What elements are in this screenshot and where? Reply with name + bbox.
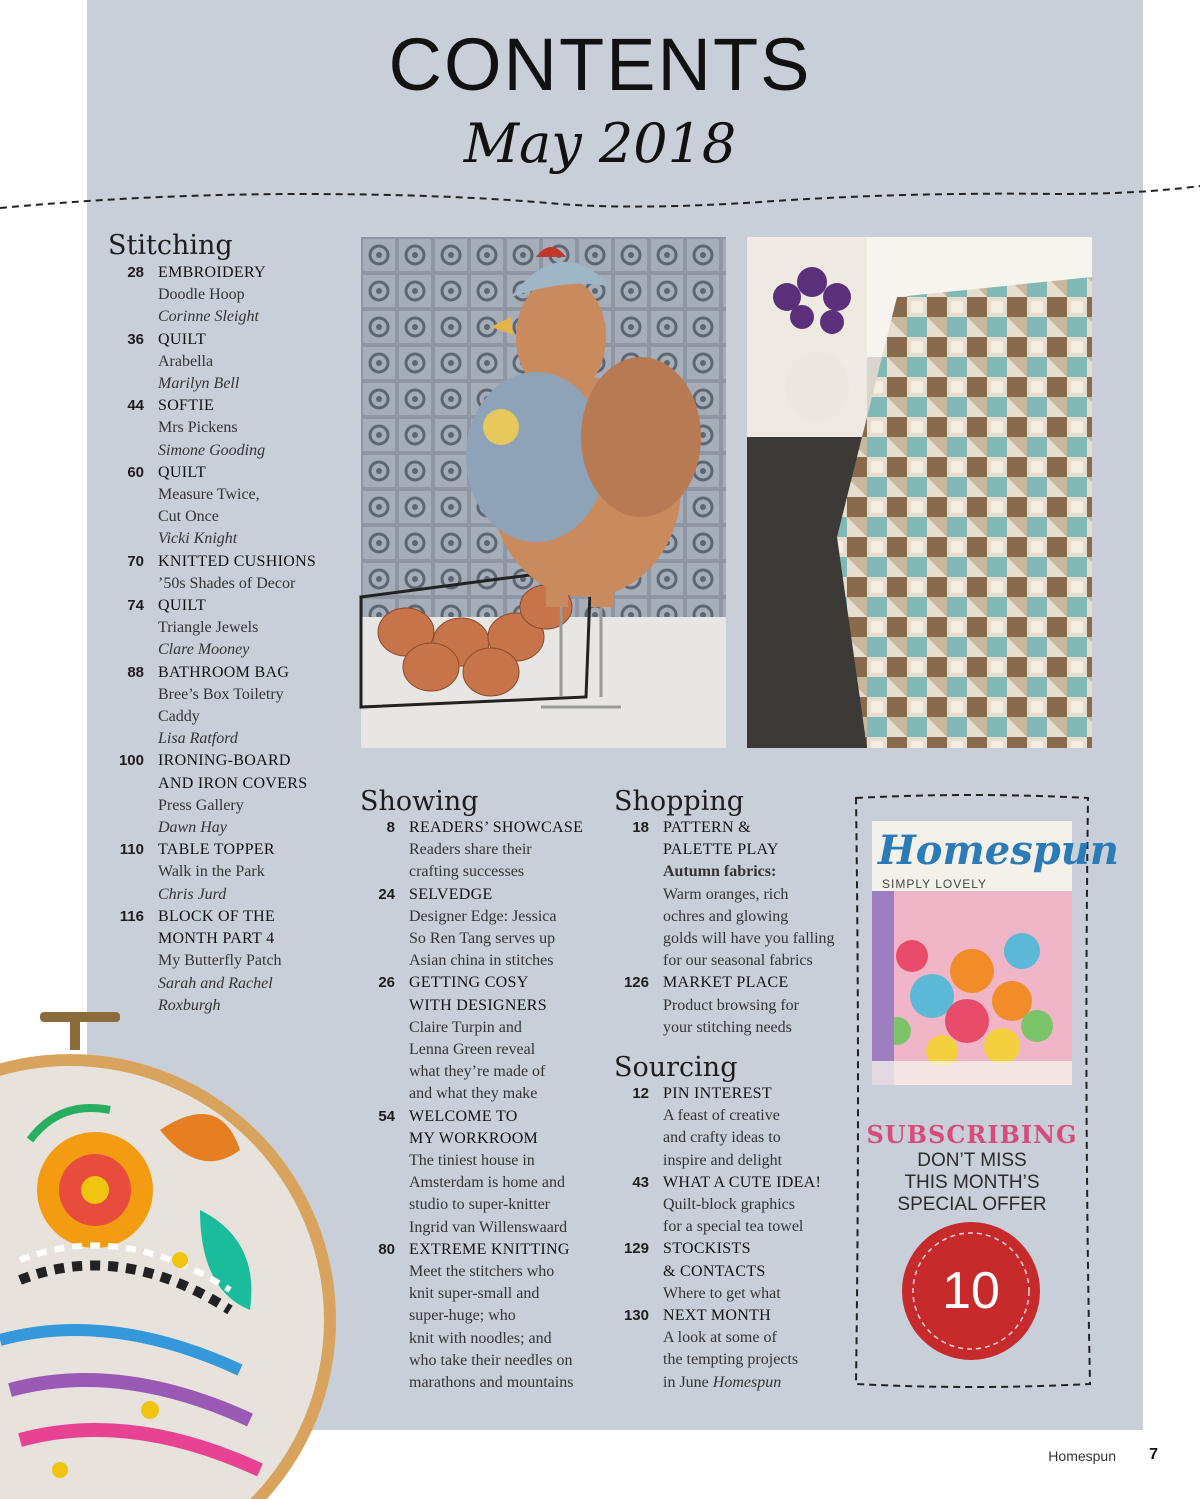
entry-description: who take their needles on — [409, 1351, 573, 1369]
quilt-photo — [747, 237, 1092, 748]
entry-description: golds will have you falling — [663, 930, 835, 948]
entry-description: Lenna Green reveal — [409, 1041, 536, 1059]
magazine-cover[interactable] — [872, 821, 1119, 1085]
toc-entry[interactable] — [361, 1239, 601, 1394]
toc-entry[interactable] — [110, 595, 350, 662]
page-number: 36 — [127, 330, 144, 348]
promo-line-3: SPECIAL OFFER — [897, 1194, 1047, 1215]
entry-description: Designer Edge: Jessica — [409, 907, 557, 925]
entry-description: studio to super-knitter — [409, 1196, 550, 1214]
entry-magazine-title: Homespun — [712, 1373, 782, 1391]
toc-entry[interactable] — [615, 972, 850, 1039]
entry-description: Doodle Hoop — [158, 286, 245, 304]
toc-entry[interactable] — [110, 329, 350, 396]
entry-title: QUILT — [158, 330, 207, 348]
page-number: 54 — [378, 1107, 395, 1125]
entry-description: My Butterfly Patch — [158, 952, 282, 970]
entry-description: knit with noodles; and — [409, 1329, 552, 1347]
sourcing-list — [615, 1083, 850, 1394]
stitching-list — [110, 262, 350, 1017]
toc-entry[interactable] — [615, 817, 850, 972]
entry-description: and what they make — [409, 1085, 538, 1103]
entry-description: Where to get what — [663, 1284, 781, 1302]
toc-entry[interactable] — [615, 1172, 850, 1239]
entry-description: Press Gallery — [158, 796, 244, 814]
entry-author: Corinne Sleight — [158, 308, 259, 326]
entry-description: Arabella — [158, 352, 214, 370]
toc-entry[interactable] — [110, 395, 350, 462]
cover-brand: Homespun — [878, 827, 1119, 874]
entry-description: Bree’s Box Toiletry — [158, 685, 284, 703]
entry-title-cont: AND IRON COVERS — [158, 774, 308, 792]
entry-description: for our seasonal fabrics — [663, 952, 813, 970]
entry-description: The tiniest house in — [409, 1152, 535, 1170]
toc-entry[interactable] — [361, 1106, 601, 1239]
entry-description: A feast of creative — [663, 1107, 780, 1125]
toc-entry[interactable] — [361, 817, 601, 884]
entry-title: GETTING COSY — [409, 974, 529, 992]
entry-title: READERS’ SHOWCASE — [409, 819, 584, 836]
entry-author: Vicki Knight — [158, 530, 238, 548]
section-heading-showing: Showing — [360, 786, 479, 817]
entry-description: Amsterdam is home and — [409, 1174, 565, 1192]
toc-entry[interactable] — [615, 1238, 850, 1305]
entry-title: NEXT MONTH — [663, 1307, 772, 1325]
entry-description: Claire Turpin and — [409, 1018, 522, 1036]
entry-title: KNITTED CUSHIONS — [158, 552, 317, 570]
entry-title: BATHROOM BAG — [158, 663, 290, 681]
toc-entry[interactable] — [615, 1083, 850, 1172]
entry-title: EMBROIDERY — [158, 264, 266, 281]
toc-entry[interactable] — [110, 839, 350, 906]
page-number: 116 — [119, 907, 144, 925]
entry-description: super-huge; who — [409, 1307, 516, 1325]
entry-description: ochres and glowing — [663, 907, 789, 925]
page-number: 12 — [632, 1085, 649, 1102]
entry-description: knit super-small and — [409, 1285, 540, 1303]
page-title: CONTENTS — [388, 23, 812, 106]
cover-tagline: SIMPLY LOVELY — [882, 877, 988, 891]
entry-description: crafting successes — [409, 863, 525, 881]
section-heading-stitching: Stitching — [108, 230, 233, 261]
entry-description: Cut Once — [158, 508, 219, 526]
entry-title: TABLE TOPPER — [158, 841, 275, 859]
embroidery-hoop-photo — [0, 1010, 360, 1499]
entry-title: MARKET PLACE — [663, 974, 789, 992]
entry-description: the tempting projects — [663, 1351, 799, 1369]
subscribe-heading[interactable]: SUBSCRIBING — [866, 1120, 1078, 1149]
section-heading-sourcing: Sourcing — [614, 1052, 738, 1083]
page-number: 110 — [119, 841, 144, 859]
entry-title: PATTERN & — [663, 819, 751, 836]
entry-description: marathons and mountains — [409, 1374, 574, 1392]
page-number: 24 — [378, 885, 395, 903]
toc-entry[interactable] — [110, 906, 350, 1017]
entry-description-text: in June — [663, 1373, 713, 1391]
entry-title-cont: MY WORKROOM — [409, 1129, 539, 1147]
footer-magazine-name: Homespun — [1048, 1448, 1116, 1464]
entry-description: Mrs Pickens — [158, 419, 238, 437]
entry-author: Lisa Ratford — [158, 730, 238, 748]
entry-description: Ingrid van Willenswaard — [409, 1218, 568, 1236]
toc-entry[interactable] — [361, 972, 601, 1105]
hen-softie-photo — [361, 237, 726, 748]
page-number: 60 — [127, 463, 144, 481]
entry-title: QUILT — [158, 463, 207, 481]
entry-title: WHAT A CUTE IDEA! — [663, 1173, 822, 1191]
page-number: 74 — [127, 597, 144, 615]
entry-description: Measure Twice, — [158, 486, 260, 504]
toc-entry[interactable] — [110, 750, 350, 839]
entry-title: EXTREME KNITTING — [409, 1240, 570, 1258]
stitch-divider — [0, 180, 1200, 220]
entry-author: Marilyn Bell — [158, 375, 240, 393]
toc-entry[interactable] — [361, 884, 601, 973]
entry-description — [663, 1372, 850, 1394]
entry-description: Asian china in stitches — [409, 952, 554, 970]
entry-title: WELCOME TO — [409, 1107, 518, 1125]
entry-author: Sarah and Rachel — [158, 974, 273, 992]
entry-description: Triangle Jewels — [158, 619, 259, 637]
entry-title: SOFTIE — [158, 397, 215, 415]
toc-entry[interactable] — [110, 662, 350, 751]
entry-author-cont: Roxburgh — [158, 996, 221, 1014]
entry-title: PIN INTEREST — [663, 1085, 772, 1102]
page-number: 88 — [127, 663, 144, 681]
entry-description: for a special tea towel — [663, 1218, 804, 1236]
entry-title: BLOCK OF THE — [158, 907, 276, 925]
entry-author: Dawn Hay — [158, 819, 227, 837]
page-number: 26 — [378, 974, 395, 992]
entry-description: Quilt-block graphics — [663, 1196, 795, 1214]
page-number: 80 — [378, 1240, 395, 1258]
toc-entry[interactable] — [110, 262, 350, 329]
entry-highlight: Autumn fabrics: — [663, 863, 777, 881]
promo-line-2: THIS MONTH’S — [904, 1172, 1040, 1193]
entry-description: So Ren Tang serves up — [409, 930, 556, 948]
entry-title-cont: & CONTACTS — [663, 1262, 766, 1280]
entry-author: Chris Jurd — [158, 885, 227, 903]
entry-title-cont: PALETTE PLAY — [663, 841, 779, 859]
entry-title: QUILT — [158, 597, 207, 615]
issue-date: May 2018 — [463, 112, 737, 175]
footer-page-number: 7 — [1149, 1446, 1158, 1463]
toc-entry[interactable] — [110, 462, 350, 551]
page-number: 70 — [127, 552, 144, 570]
entry-description: ’50s Shades of Decor — [158, 574, 296, 592]
entry-title: STOCKISTS — [663, 1240, 751, 1258]
page-number: 126 — [623, 974, 649, 992]
entry-description: Caddy — [158, 708, 200, 726]
toc-entry[interactable] — [110, 551, 350, 595]
shopping-list — [615, 817, 850, 1039]
entry-title-cont: WITH DESIGNERS — [409, 996, 547, 1014]
entry-description: your stitching needs — [663, 1018, 792, 1036]
entry-author: Simone Gooding — [158, 441, 266, 459]
entry-description: what they’re made of — [409, 1063, 546, 1081]
page-number: 100 — [118, 752, 144, 770]
entry-title-cont: MONTH PART 4 — [158, 930, 275, 948]
entry-description: Meet the stitchers who — [409, 1263, 555, 1281]
entry-description: and crafty ideas to — [663, 1129, 781, 1147]
entry-description: Walk in the Park — [158, 863, 265, 881]
entry-description: Warm oranges, rich — [663, 885, 789, 903]
entry-description: Readers share their — [409, 841, 532, 859]
promo-line-1: DON’T MISS — [917, 1150, 1027, 1171]
entry-description: A look at some of — [663, 1329, 777, 1347]
page-number: 43 — [632, 1173, 649, 1191]
page-number: 44 — [127, 397, 144, 415]
entry-description: Product browsing for — [663, 996, 799, 1014]
entry-title: IRONING-BOARD — [158, 752, 291, 770]
entry-description: inspire and delight — [663, 1151, 783, 1169]
badge-page-number: 10 — [942, 1262, 1000, 1320]
entry-title: SELVEDGE — [409, 885, 493, 903]
page-number: 129 — [623, 1240, 649, 1258]
page-number: 28 — [127, 264, 144, 281]
section-heading-shopping: Shopping — [614, 786, 745, 817]
toc-entry[interactable] — [615, 1305, 850, 1394]
showing-list — [361, 817, 601, 1394]
entry-author: Clare Mooney — [158, 641, 250, 659]
page-number: 130 — [623, 1307, 649, 1325]
page-number: 18 — [632, 819, 649, 836]
page-number: 8 — [386, 819, 395, 836]
